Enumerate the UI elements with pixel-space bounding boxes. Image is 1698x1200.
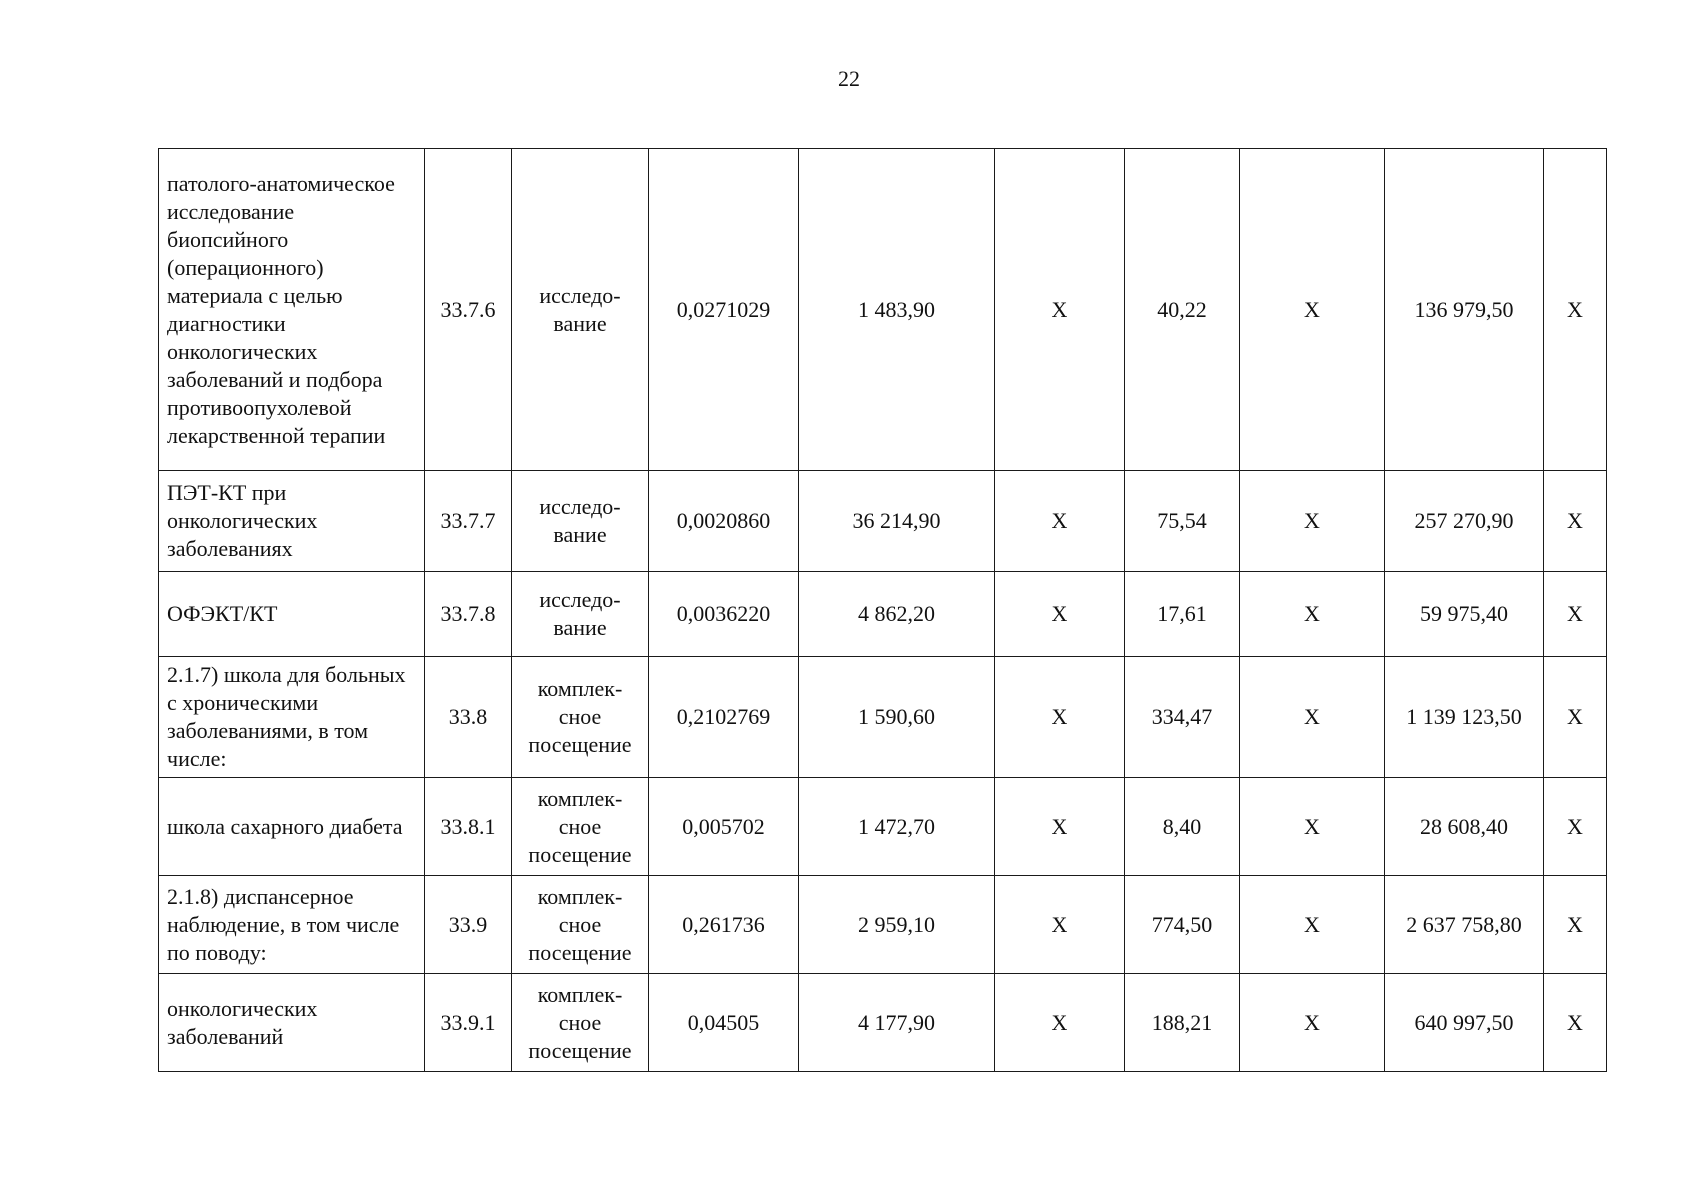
cost-cell: 4 862,20: [799, 572, 995, 657]
x-mark-cell: Х: [1240, 974, 1385, 1072]
x-mark-cell: Х: [1544, 778, 1607, 876]
per-capita-cell: 75,54: [1125, 471, 1240, 572]
x-mark-cell: Х: [1544, 876, 1607, 974]
code-cell: 33.9.1: [425, 974, 512, 1072]
table-row: [159, 876, 1607, 974]
cost-cell: 1 483,90: [799, 149, 995, 471]
table-row: [159, 778, 1607, 876]
per-capita-cell: 17,61: [1125, 572, 1240, 657]
code-cell: 33.7.7: [425, 471, 512, 572]
service-name-cell: 2.1.7) школа для больных с хроническими заболеваниями, в том числе:: [159, 657, 425, 778]
cost-cell: 36 214,90: [799, 471, 995, 572]
x-mark-cell: Х: [995, 657, 1125, 778]
x-mark-cell: Х: [995, 572, 1125, 657]
x-mark-cell: Х: [995, 149, 1125, 471]
table-row: [159, 471, 1607, 572]
table-row: [159, 572, 1607, 657]
x-mark-cell: Х: [995, 778, 1125, 876]
per-capita-cell: 188,21: [1125, 974, 1240, 1072]
code-cell: 33.7.8: [425, 572, 512, 657]
x-mark-cell: Х: [1240, 778, 1385, 876]
total-cell: 28 608,40: [1385, 778, 1544, 876]
unit-cell: исследо- вание: [512, 471, 649, 572]
norm-cell: 0,0271029: [649, 149, 799, 471]
x-mark-cell: Х: [1544, 657, 1607, 778]
x-mark-cell: Х: [995, 876, 1125, 974]
x-mark-cell: Х: [1240, 657, 1385, 778]
unit-cell: комплек- сное посещение: [512, 876, 649, 974]
table-row: [159, 974, 1607, 1072]
data-table: [158, 148, 1607, 1072]
service-name-cell: онкологических заболеваний: [159, 974, 425, 1072]
per-capita-cell: 334,47: [1125, 657, 1240, 778]
cost-cell: 1 590,60: [799, 657, 995, 778]
service-name-cell: ОФЭКТ/КТ: [159, 572, 425, 657]
norm-cell: 0,2102769: [649, 657, 799, 778]
code-cell: 33.8.1: [425, 778, 512, 876]
cost-cell: 4 177,90: [799, 974, 995, 1072]
code-cell: 33.9: [425, 876, 512, 974]
service-name-cell: 2.1.8) диспансерное наблюдение, в том числе по поводу:: [159, 876, 425, 974]
x-mark-cell: Х: [1240, 471, 1385, 572]
table-row: [159, 149, 1607, 471]
page-number: 22: [838, 66, 860, 91]
per-capita-cell: 40,22: [1125, 149, 1240, 471]
total-cell: 136 979,50: [1385, 149, 1544, 471]
code-cell: 33.7.6: [425, 149, 512, 471]
x-mark-cell: Х: [1240, 876, 1385, 974]
x-mark-cell: Х: [1240, 572, 1385, 657]
x-mark-cell: Х: [995, 471, 1125, 572]
unit-cell: исследо- вание: [512, 572, 649, 657]
total-cell: 59 975,40: [1385, 572, 1544, 657]
total-cell: 257 270,90: [1385, 471, 1544, 572]
cost-cell: 2 959,10: [799, 876, 995, 974]
service-name-cell: патолого-анатомическое исследование биопсийного (операционного) материала с целью диагностики онкологических заболеваний и подбора противоопухолевой лекарственной терапии: [159, 149, 425, 471]
unit-cell: комплек- сное посещение: [512, 778, 649, 876]
x-mark-cell: Х: [1240, 149, 1385, 471]
x-mark-cell: Х: [1544, 471, 1607, 572]
norm-cell: 0,0036220: [649, 572, 799, 657]
service-name-cell: школа сахарного диабета: [159, 778, 425, 876]
per-capita-cell: 8,40: [1125, 778, 1240, 876]
x-mark-cell: Х: [1544, 149, 1607, 471]
x-mark-cell: Х: [995, 974, 1125, 1072]
code-cell: 33.8: [425, 657, 512, 778]
x-mark-cell: Х: [1544, 974, 1607, 1072]
norm-cell: 0,005702: [649, 778, 799, 876]
x-mark-cell: Х: [1544, 572, 1607, 657]
service-name-cell: ПЭТ-КТ при онкологических заболеваниях: [159, 471, 425, 572]
unit-cell: комплек- сное посещение: [512, 657, 649, 778]
total-cell: 2 637 758,80: [1385, 876, 1544, 974]
per-capita-cell: 774,50: [1125, 876, 1240, 974]
total-cell: 1 139 123,50: [1385, 657, 1544, 778]
table-row: [159, 657, 1607, 778]
unit-cell: исследо- вание: [512, 149, 649, 471]
unit-cell: комплек- сное посещение: [512, 974, 649, 1072]
norm-cell: 0,261736: [649, 876, 799, 974]
total-cell: 640 997,50: [1385, 974, 1544, 1072]
norm-cell: 0,0020860: [649, 471, 799, 572]
norm-cell: 0,04505: [649, 974, 799, 1072]
cost-cell: 1 472,70: [799, 778, 995, 876]
